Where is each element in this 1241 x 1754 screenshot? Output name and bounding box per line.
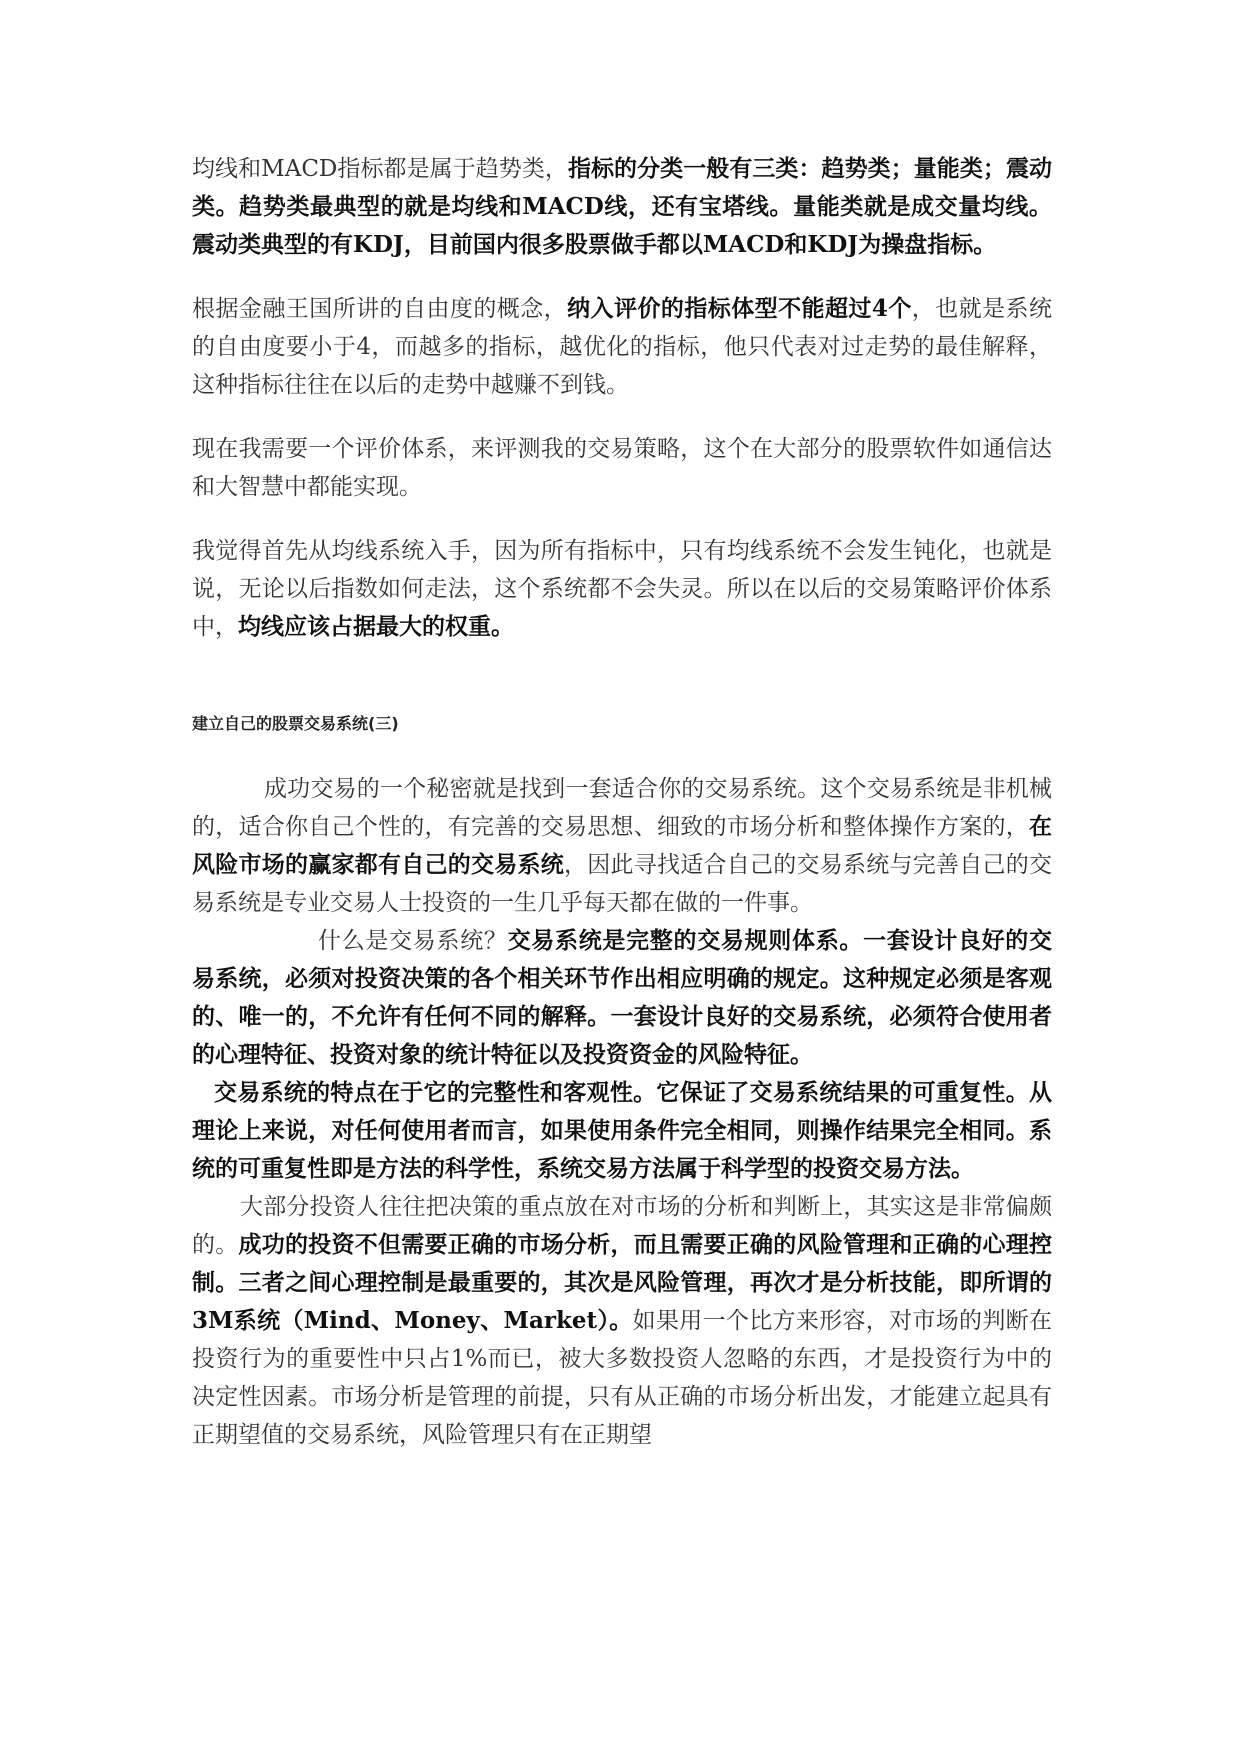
paragraph-indicator-categories (192, 150, 1052, 264)
paragraph-bold-text: 交易系统是完整的交易规则体系。一套设计良好的交易系统，必须对投资决策的各个相关环节作出相应明确的规定。这种规定必须是客观的、唯一的，不允许有任何不同的解释。一套设计良好的交易系统，必须符合使用者的心理特征、投资对象的统计特征以及投资资金的风险特征。 (192, 927, 1053, 1068)
paragraph-bold-text: 成功的投资不但需要正确的市场分析，而且需要正确的风险管理和正确的心理控制。三者之间心理控制是最重要的，其次是风险管理，再次才是分析技能，即所谓的3M系统（Mind、Money、Market）。 (192, 1231, 1052, 1334)
paragraph-text: 什么是交易系统？ (318, 928, 508, 954)
paragraph-text: ，也就是系统的自由度要小于4，而越多的指标，越优化的指标，他只代表对过走势的最佳解释，这种指标往往在以后的走势中越赚不到钱。 (192, 296, 1053, 398)
paragraph-bold-text: 交易系统的特点在于它的完整性和客观性。它保证了交易系统结果的可重复性。从理论上来说，对任何使用者而言，如果使用条件完全相同，则操作结果完全相同。系统的可重复性即是方法的科学性，系统交易方法属于科学型的投资交易方法。 (192, 1079, 1052, 1182)
paragraph-system-features (192, 1074, 1052, 1188)
paragraph-bold-text: 纳入评价的指标体型不能超过4个 (567, 295, 912, 322)
paragraph-bold-text: 均线应该占据最大的权重。 (238, 613, 514, 640)
paragraph-what-is-trading-system (192, 922, 1052, 1074)
paragraph-text: 如果用一个比方来形容，对市场的判断在投资行为的重要性中只占1%而已，被大多数投资人忽略的东西，才是投资行为中的决定性因素。市场分析是管理的前提，只有从正确的市场分析出发，才能建立起具有正期望值的交易系统，风险管理只有在正期望 (192, 1308, 1053, 1448)
paragraph-text: 均线和MACD指标都是属于趋势类， (192, 156, 568, 182)
paragraph-3m-system (192, 1188, 1052, 1454)
paragraph-text: 根据金融王国所讲的自由度的概念， (192, 296, 568, 322)
document-page (192, 150, 1052, 1454)
paragraph-bold-text: 在风险市场的赢家都有自己的交易系统 (192, 813, 1052, 878)
paragraph-text: ，因此寻找适合自己的交易系统与完善自己的交易系统是专业交易人士投资的一生几乎每天都在做的一件事。 (192, 852, 1052, 916)
paragraph-text: 我觉得首先从均线系统入手，因为所有指标中，只有均线系统不会发生钝化，也就是说，无论以后指数如何走法，这个系统都不会失灵。所以在以后的交易策略评价体系中， (192, 538, 1052, 640)
paragraph-text: 成功交易的一个秘密就是找到一套适合你的交易系统。这个交易系统是非机械的，适合你自己个性的，有完善的交易思想、细致的市场分析和整体操作方案的， (192, 776, 1052, 840)
section-heading: 建立自己的股票交易系统(三) (192, 714, 399, 733)
paragraph-bold-text: 指标的分类一般有三类：趋势类；量能类；震动类。趋势类最典型的就是均线和MACD线，还有宝塔线。量能类就是成交量均线。震动类典型的有KDJ，目前国内很多股票做手都以MACD和KDJ为操盘指标。 (192, 155, 1053, 258)
paragraph-text: 现在我需要一个评价体系，来评测我的交易策略，这个在大部分的股票软件如通信达和大智慧中都能实现。 (192, 436, 1052, 500)
paragraph-moving-average (192, 532, 1052, 646)
paragraph-degrees-of-freedom (192, 290, 1052, 404)
paragraph-text: 大部分投资人往往把决策的重点放在对市场的分析和判断上，其实这是非常偏颇的。 (192, 1194, 1052, 1258)
paragraph-trading-secret (192, 770, 1052, 922)
paragraph-evaluation-system (192, 430, 1052, 506)
